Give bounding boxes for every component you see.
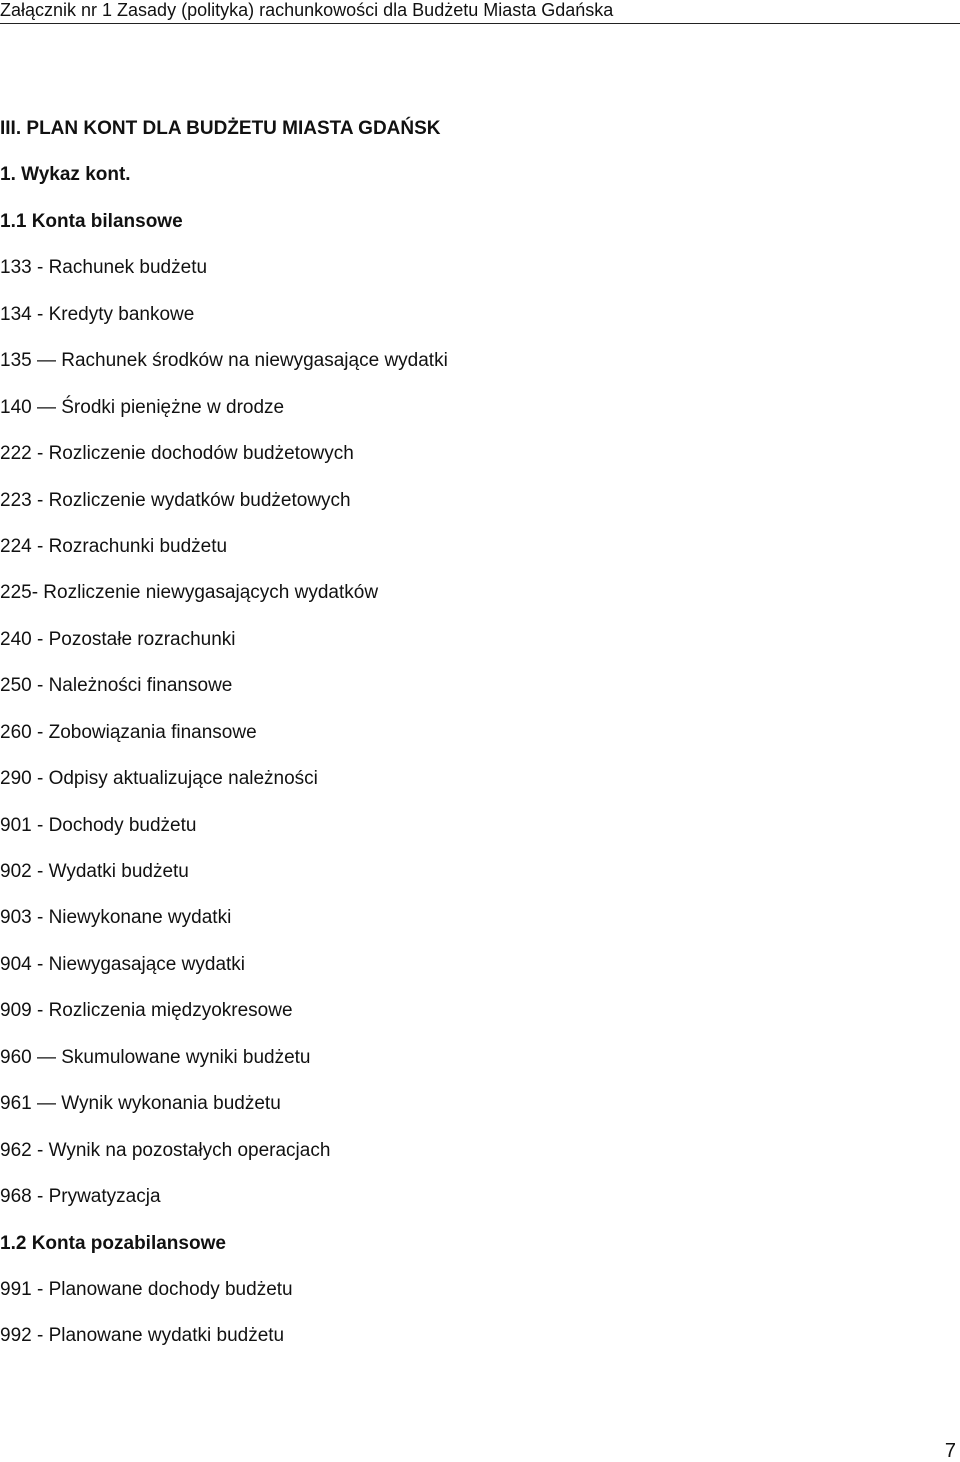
account-item: 960 — Skumulowane wyniki budżetu (0, 1046, 311, 1068)
account-item: 222 - Rozliczenie dochodów budżetowych (0, 443, 354, 465)
account-item: 135 — Rachunek środków na niewygasające wydatki (0, 350, 448, 372)
document-body (0, 116, 940, 1370)
account-item: 904 - Niewygasające wydatki (0, 953, 246, 975)
account-item: 903 - Niewykonane wydatki (0, 907, 232, 929)
account-item: 290 - Odpisy aktualizujące należności (0, 768, 318, 790)
account-item: 260 - Zobowiązania finansowe (0, 721, 257, 743)
account-item: 968 - Prywatyzacja (0, 1186, 161, 1208)
section-title: III. PLAN KONT DLA BUDŻETU MIASTA GDAŃSK (0, 118, 441, 139)
account-item: 961 — Wynik wykonania budżetu (0, 1093, 281, 1115)
account-item: 992 - Planowane wydatki budżetu (0, 1325, 285, 1347)
header-divider (0, 23, 960, 24)
balance-accounts-heading: 1.1 Konta bilansowe (0, 210, 183, 232)
account-item: 240 - Pozostałe rozrachunki (0, 628, 236, 650)
account-item: 133 - Rachunek budżetu (0, 257, 208, 279)
account-item: 134 - Kredyty bankowe (0, 303, 195, 325)
account-item: 223 - Rozliczenie wydatków budżetowych (0, 489, 351, 511)
off-balance-accounts-heading: 1.2 Konta pozabilansowe (0, 1232, 226, 1254)
account-item: 250 - Należności finansowe (0, 675, 233, 697)
off-balance-accounts-list (0, 1277, 940, 1370)
account-item: 902 - Wydatki budżetu (0, 861, 189, 882)
account-item: 225- Rozliczenie niewygasających wydatków (0, 582, 379, 604)
subsection-title: 1. Wykaz kont. (0, 164, 131, 186)
account-item: 224 - Rozrachunki budżetu (0, 535, 228, 557)
account-item: 901 - Dochody budżetu (0, 814, 197, 836)
account-item: 962 - Wynik na pozostałych operacjach (0, 1139, 331, 1161)
page-number: 7 (944, 1440, 956, 1462)
account-item: 991 - Planowane dochody budżetu (0, 1278, 293, 1300)
account-item: 909 - Rozliczenia międzyokresowe (0, 1000, 293, 1022)
account-item: 140 — Środki pieniężne w drodze (0, 396, 285, 418)
page-header: Załącznik nr 1 Zasady (polityka) rachunkowości dla Budżetu Miasta Gdańska (0, 0, 614, 20)
balance-accounts-list (0, 255, 940, 1230)
